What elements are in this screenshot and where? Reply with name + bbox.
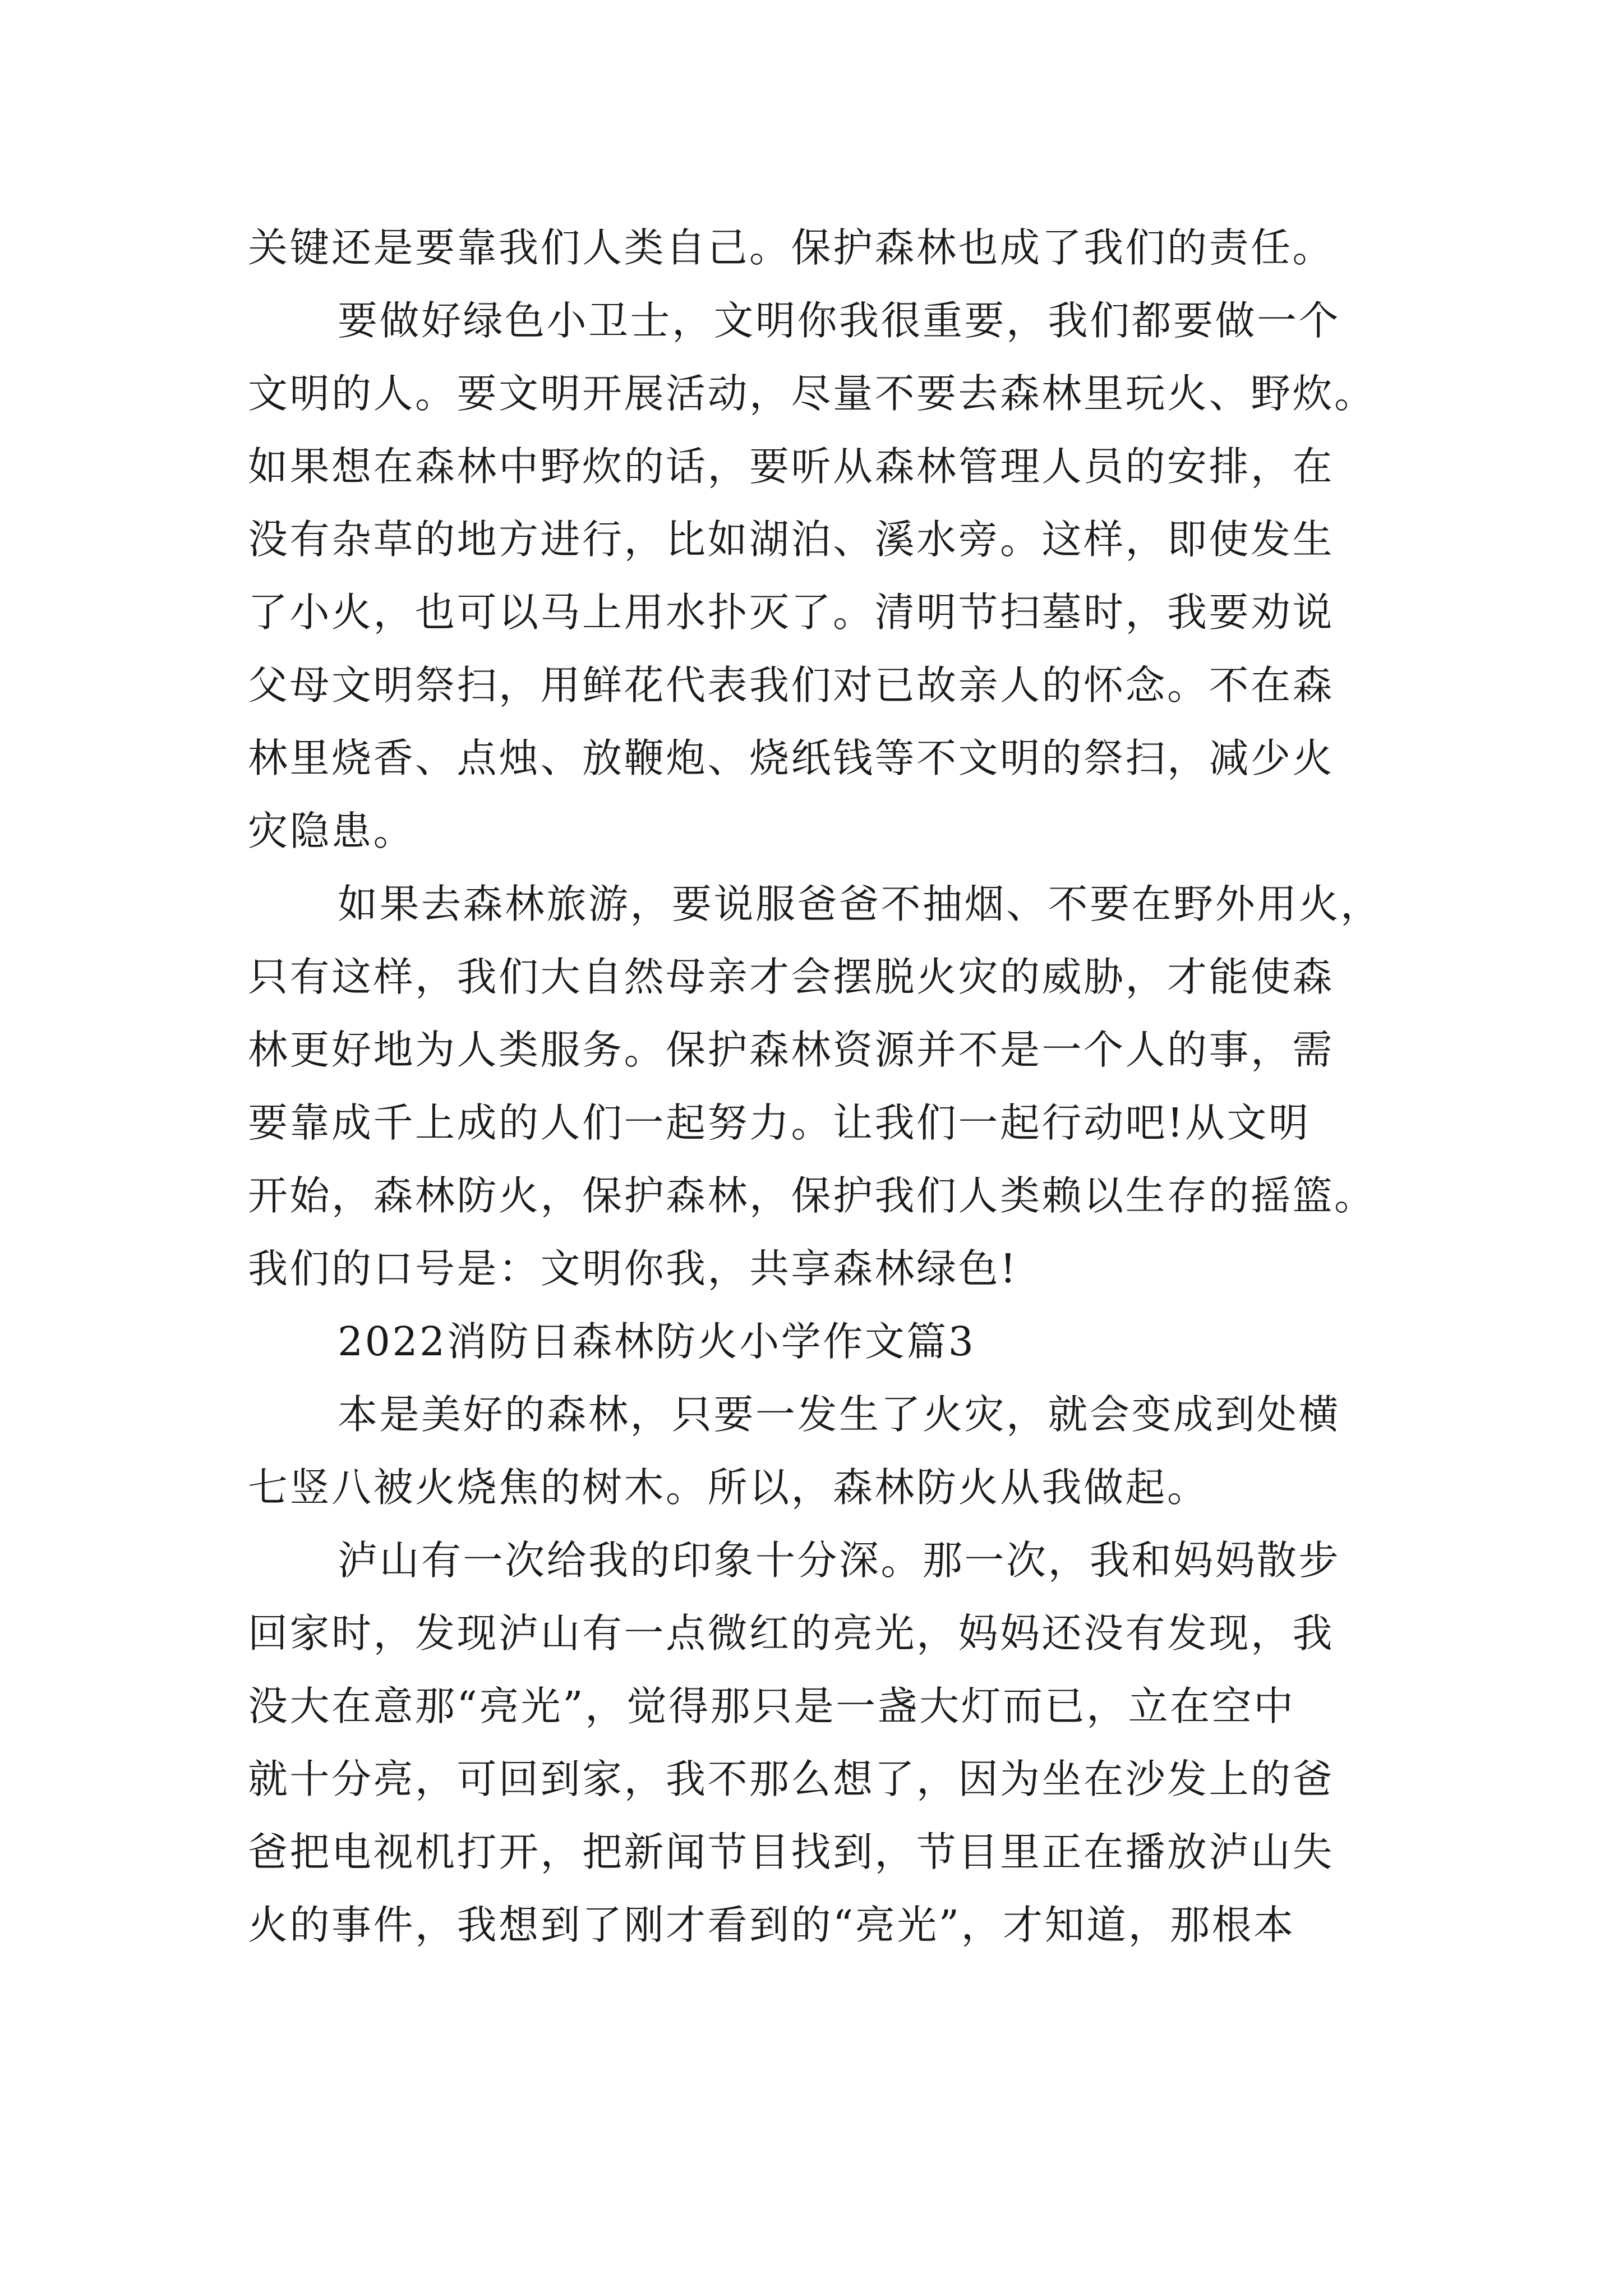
text-line: 没大在意那“亮光”，觉得那只是一盏大灯而已，立在空中 [248,1683,1295,1729]
text-line: 林更好地为人类服务。保护森林资源并不是一个人的事，需 [248,1027,1335,1073]
text-line: 要靠成千上成的人们一起努力。让我们一起行动吧!从文明 [248,1099,1311,1146]
text-line: 爸把电视机打开，把新闻节目找到，节目里正在播放泸山失 [248,1829,1335,1875]
paragraph-first-line: 本是美好的森林，只要一发生了火灾，就会变成到处横 [338,1391,1341,1438]
text-line: 关键还是要靠我们人类自己。保护森林也成了我们的责任。 [248,224,1335,271]
text-line: 林里烧香、点烛、放鞭炮、烧纸钱等不文明的祭扫，减少火 [248,735,1335,781]
text-line: 文明的人。要文明开展活动，尽量不要去森林里玩火、野炊。 [248,370,1376,417]
section-heading: 2022消防日森林防火小学作文篇3 [338,1318,976,1365]
text-line: 回家时，发现泸山有一点微红的亮光，妈妈还没有发现，我 [248,1610,1335,1657]
text-line: 就十分亮，可回到家，我不那么想了，因为坐在沙发上的爸 [248,1756,1335,1802]
text-line: 火的事件，我想到了刚才看到的“亮光”，才知道，那根本 [248,1902,1295,1948]
text-line: 七竖八被火烧焦的树木。所以，森林防火从我做起。 [248,1464,1209,1511]
paragraph-first-line: 泸山有一次给我的印象十分深。那一次，我和妈妈散步 [338,1537,1341,1584]
text-line: 我们的口号是：文明你我，共享森林绿色! [248,1245,1018,1292]
text-line: 如果想在森林中野炊的话，要听从森林管理人员的安排，在 [248,443,1335,490]
text-line: 了小火，也可以马上用水扑灭了。清明节扫墓时，我要劝说 [248,589,1335,636]
text-line: 没有杂草的地方进行，比如湖泊、溪水旁。这样，即使发生 [248,516,1335,563]
paragraph-first-line: 如果去森林旅游，要说服爸爸不抽烟、不要在野外用火， [338,881,1382,927]
text-line: 父母文明祭扫，用鲜花代表我们对已故亲人的怀念。不在森 [248,662,1335,708]
text-line: 开始，森林防火，保护森林，保护我们人类赖以生存的摇篮。 [248,1172,1376,1219]
text-line: 灾隐患。 [248,808,416,854]
paragraph-first-line: 要做好绿色小卫士，文明你我很重要，我们都要做一个 [338,297,1341,344]
text-line: 只有这样，我们大自然母亲才会摆脱火灾的威胁，才能使森 [248,954,1335,1000]
